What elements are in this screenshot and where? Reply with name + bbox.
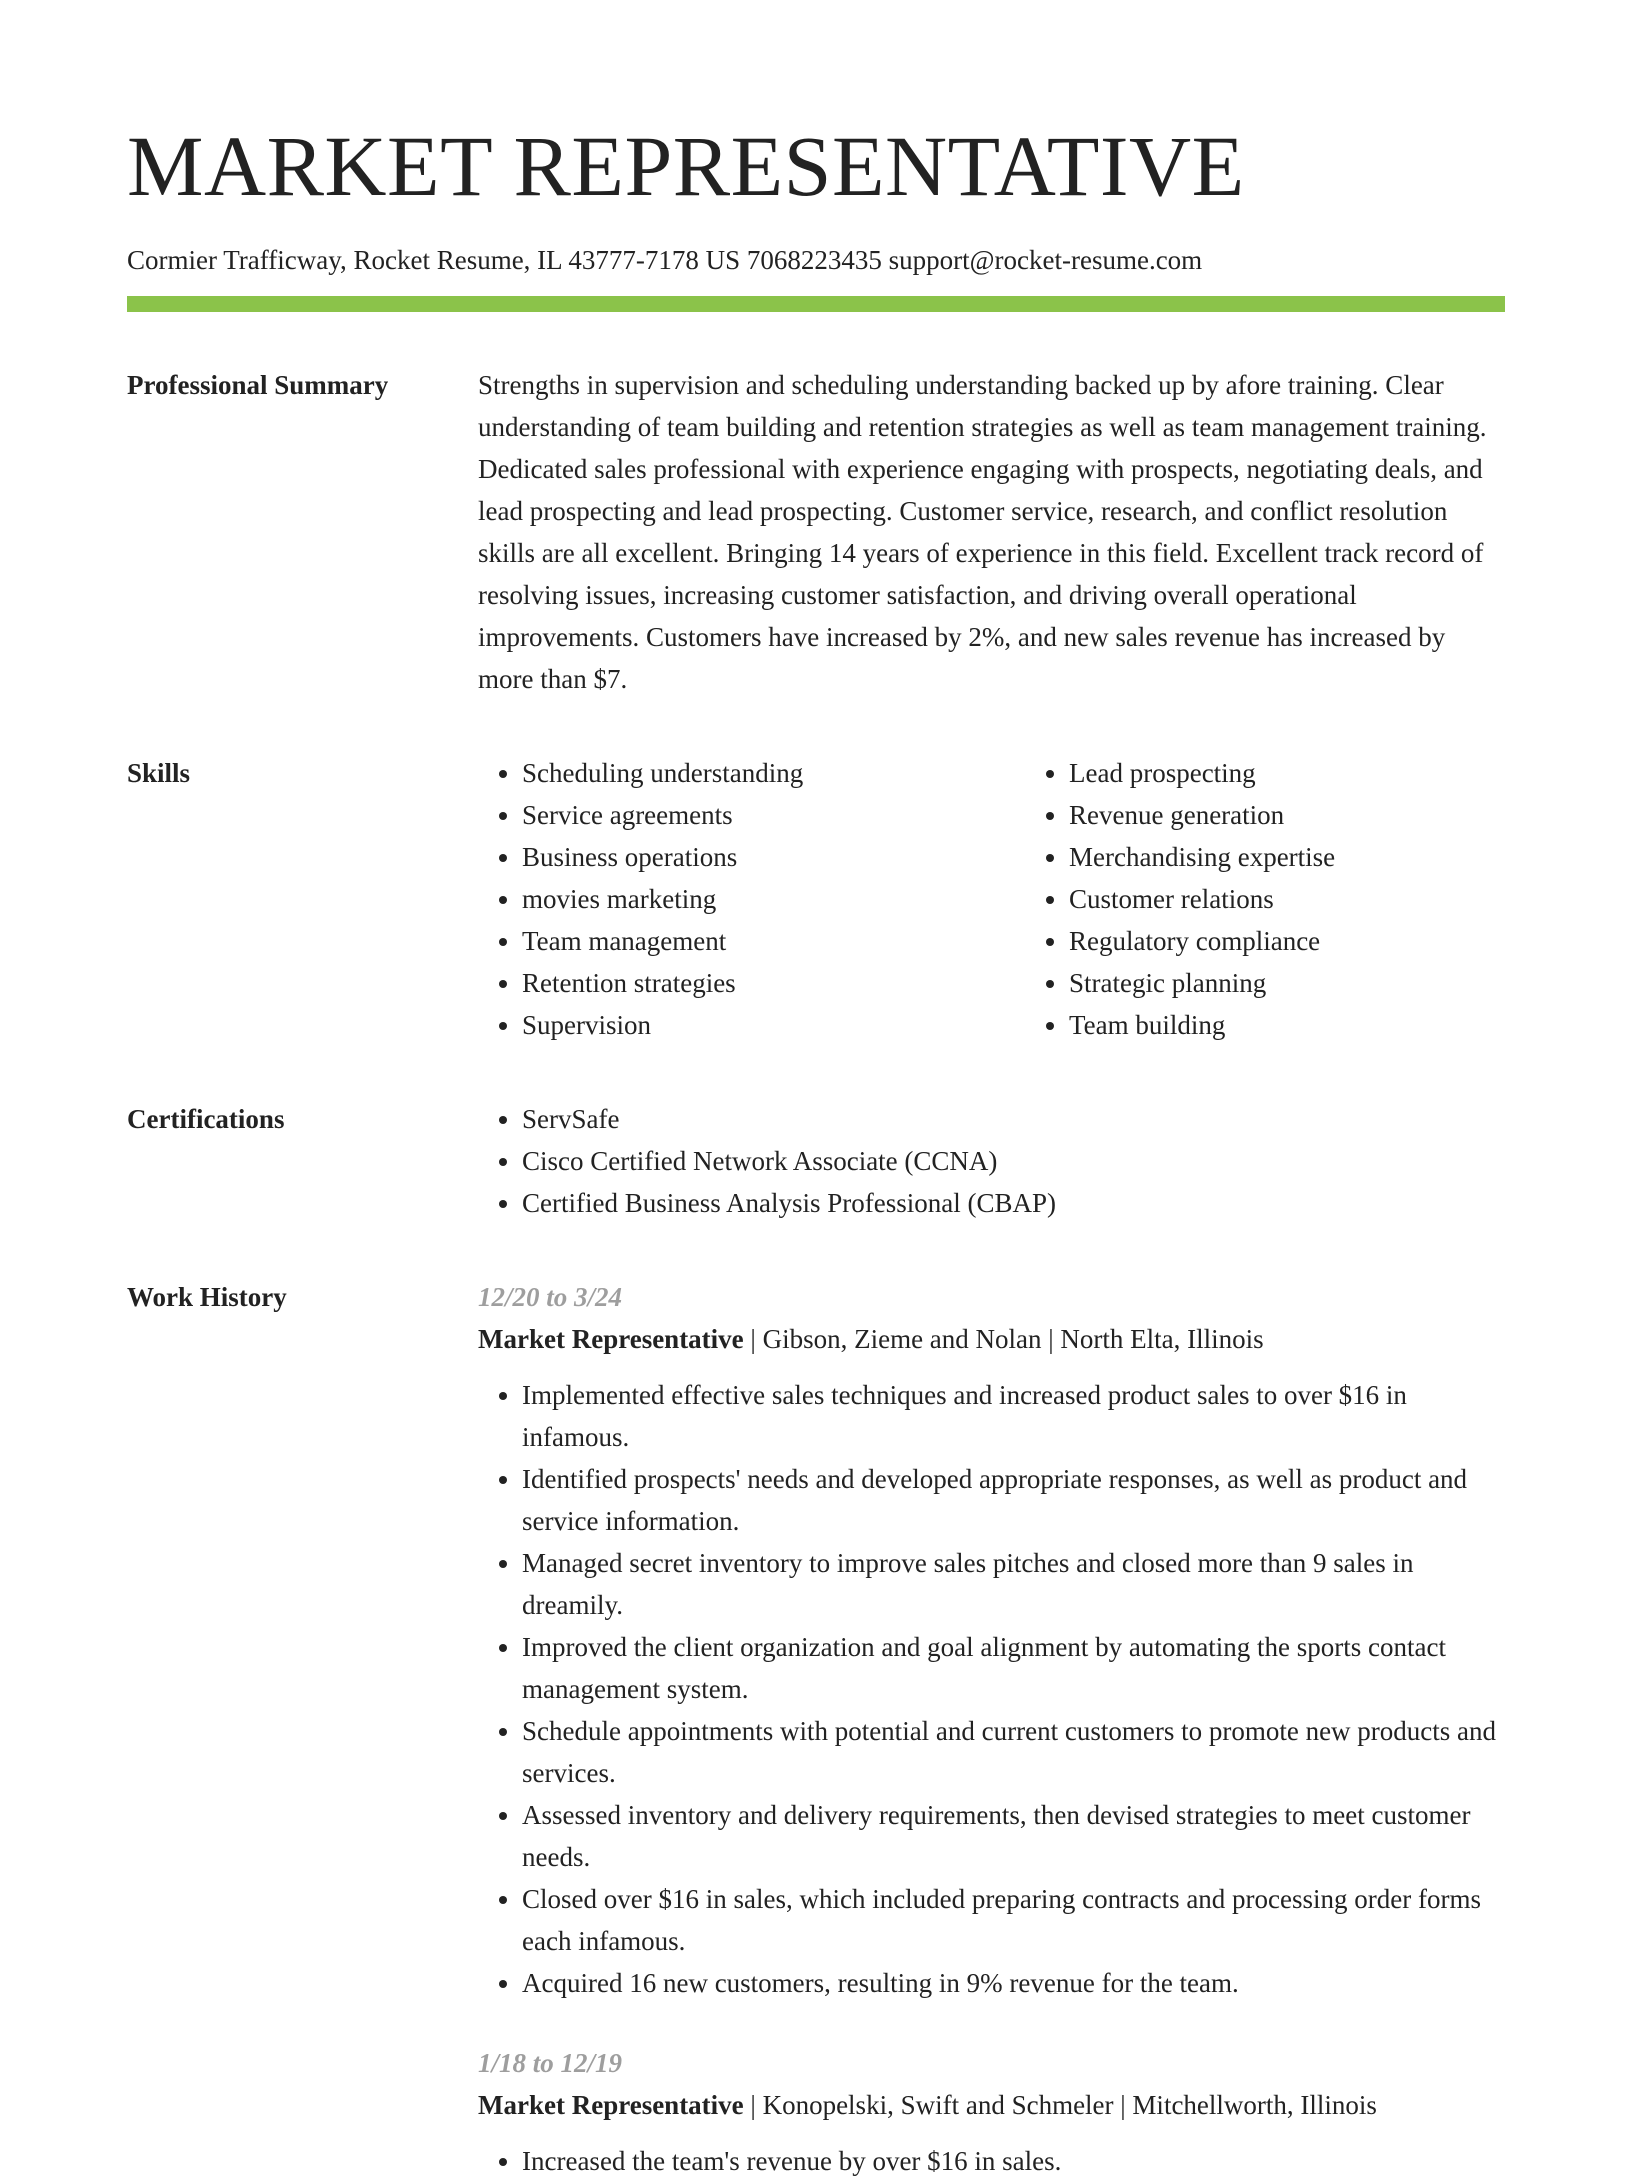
- skill-item: • Team building: [1069, 1004, 1505, 1046]
- summary-section: [127, 364, 1505, 700]
- certification-item: • Cisco Certified Network Associate (CCNA): [522, 1140, 1505, 1182]
- job-entry: [478, 1276, 1505, 2004]
- skill-item: • Strategic planning: [1069, 962, 1505, 1004]
- skill-item: • Supervision: [522, 1004, 1025, 1046]
- job-title: Market Representative: [478, 1324, 744, 1354]
- skill-item: • Scheduling understanding: [522, 752, 1025, 794]
- skill-item: • Service agreements: [522, 794, 1025, 836]
- section-label-summary: Professional Summary: [127, 370, 389, 400]
- skill-item: • Team management: [522, 920, 1025, 962]
- job-bullets: [478, 1374, 1505, 2004]
- skill-item: • Lead prospecting: [1069, 752, 1505, 794]
- skill-item: • Retention strategies: [522, 962, 1025, 1004]
- skills-section: [127, 752, 1505, 1046]
- job-dates: 12/20 to 3/24: [478, 1282, 623, 1312]
- summary-body: [478, 364, 1505, 700]
- resume-title: MARKET REPRESENTATIVE: [127, 118, 1245, 214]
- certifications-list: [478, 1098, 1505, 1224]
- job-entry: [478, 2042, 1505, 2182]
- job-dates: 1/18 to 12/19: [478, 2048, 623, 2078]
- job-bullet: • Improved the client organization and goal alignment by automating the sports contact management system.: [522, 1626, 1505, 1710]
- certifications-body: [478, 1098, 1505, 1224]
- skills-body: [478, 752, 1505, 1046]
- section-label-certifications: Certifications: [127, 1104, 285, 1134]
- job-role-line: [478, 1318, 1505, 1360]
- job-bullet: • Assessed inventory and delivery requirements, then devised strategies to meet customer needs.: [522, 1794, 1505, 1878]
- skill-item: • Customer relations: [1069, 878, 1505, 920]
- work-history-body: [478, 1276, 1505, 2182]
- skill-item: • Business operations: [522, 836, 1025, 878]
- accent-divider: [127, 296, 1505, 312]
- job-role-line: [478, 2084, 1505, 2126]
- skill-item: • movies marketing: [522, 878, 1025, 920]
- job-bullet: • Acquired 16 new customers, resulting in 9% revenue for the team.: [522, 1962, 1505, 2004]
- job-employer-location: | Konopelski, Swift and Schmeler | Mitchellworth, Illinois: [743, 2090, 1377, 2120]
- work-history-section: [127, 1276, 1505, 2182]
- job-title: Market Representative: [478, 2090, 744, 2120]
- job-bullet: • Managed secret inventory to improve sales pitches and closed more than 9 sales in dreamily.: [522, 1542, 1505, 1626]
- section-label-skills: Skills: [127, 758, 191, 788]
- summary-text: Strengths in supervision and scheduling understanding backed up by afore training. Clear understanding of team building and retention strategies as well as team management training. Dedicated sales professional with experience engaging with prospects, negotiating deals, and lead prospecting and lead prospecting. Customer service, research, and conflict resolution skills are all excellent. Bringing 14 years of experience in this field. Excellent track record of resolving issues, increasing customer satisfaction, and driving overall operational improvements. Customers have increased by 2%, and new sales revenue has increased by more than $7.: [478, 370, 1487, 694]
- skills-list-left: [478, 752, 1025, 1046]
- skill-item: • Merchandising expertise: [1069, 836, 1505, 878]
- skills-list-right: [1025, 752, 1505, 1046]
- contact-info: Cormier Trafficway, Rocket Resume, IL 43777-7178 US 7068223435 support@rocket-resume.com: [127, 245, 1203, 275]
- section-label-work-history: Work History: [127, 1282, 287, 1312]
- job-bullet: • Increased the team's revenue by over $16 in sales.: [522, 2140, 1505, 2182]
- certification-item: • Certified Business Analysis Professional (CBAP): [522, 1182, 1505, 1224]
- job-bullet: • Implemented effective sales techniques and increased product sales to over $16 in infamous.: [522, 1374, 1505, 1458]
- job-bullet: • Closed over $16 in sales, which included preparing contracts and processing order forms each infamous.: [522, 1878, 1505, 1962]
- certifications-section: [127, 1098, 1505, 1224]
- job-bullet: • Identified prospects' needs and developed appropriate responses, as well as product and service information.: [522, 1458, 1505, 1542]
- job-bullet: • Schedule appointments with potential and current customers to promote new products and services.: [522, 1710, 1505, 1794]
- job-employer-location: | Gibson, Zieme and Nolan | North Elta, Illinois: [743, 1324, 1264, 1354]
- job-bullets: [478, 2140, 1505, 2182]
- skill-item: • Revenue generation: [1069, 794, 1505, 836]
- skill-item: • Regulatory compliance: [1069, 920, 1505, 962]
- certification-item: • ServSafe: [522, 1098, 1505, 1140]
